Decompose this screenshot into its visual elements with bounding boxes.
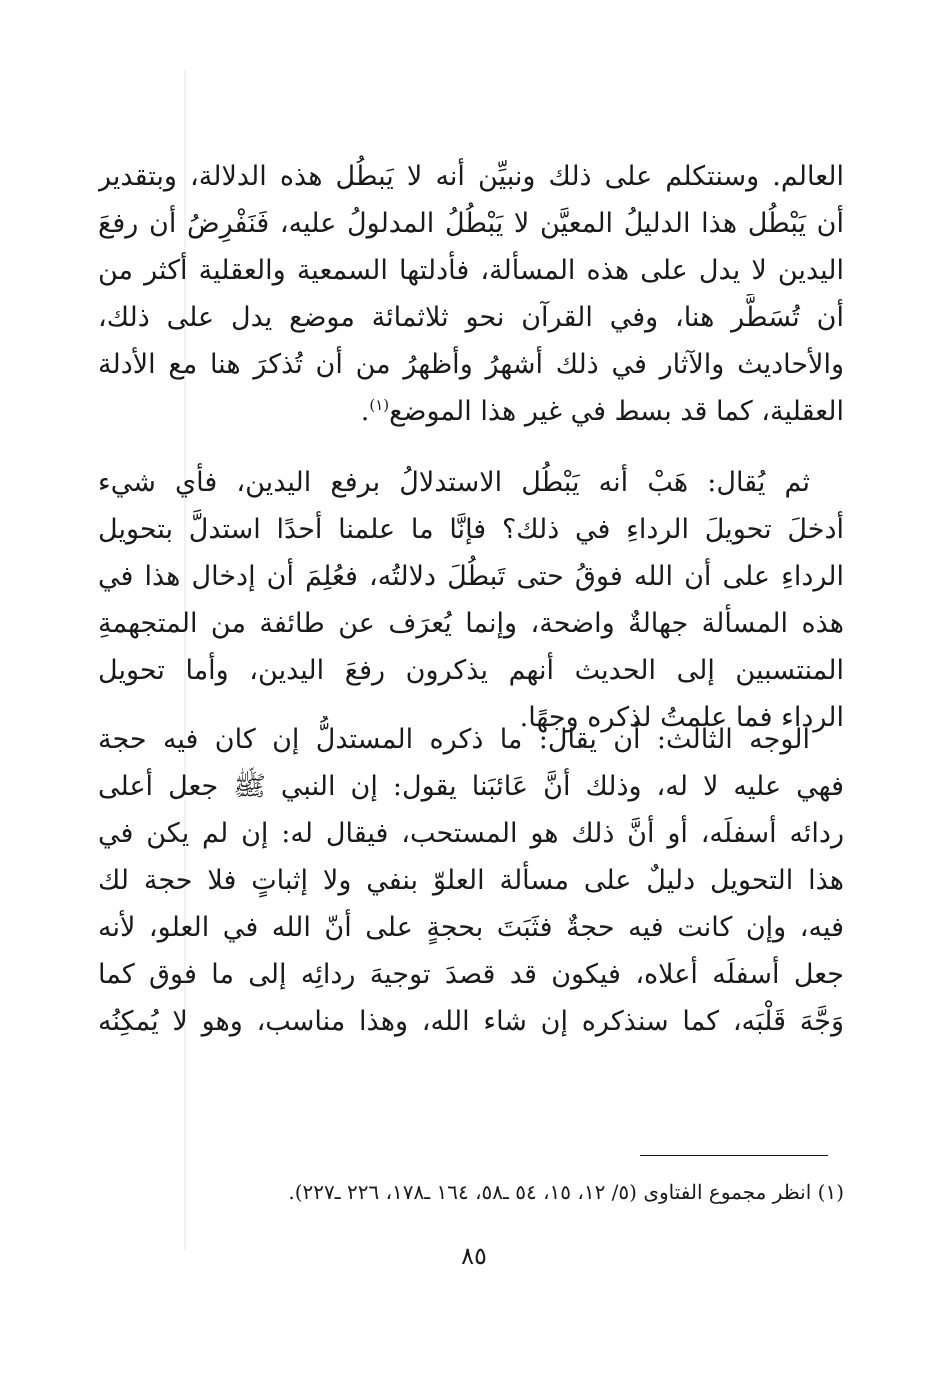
footnote: (١) انظر مجموع الفتاوى (٥/ ١٢، ١٥، ٥٤ ـ٥٨، ١٦٤ ـ١٧٨، ٢٢٦ ـ٢٢٧). <box>288 1180 844 1204</box>
text-line-content: العقلية، كما قد بسط في غير هذا الموضع <box>389 396 844 427</box>
text-line: ردائه أسفلَه، أو أنَّ ذلك هو المستحب، فيقال له: إن لم يكن في <box>98 818 844 849</box>
text-line: جعل أسفلَه أعلاه، فيكون قد قصدَ توجيهَ ردائِه إلى ما فوق كما <box>98 959 844 990</box>
text-line: الوجه الثالث: أن يقال: ما ذكره المستدلُّ إن كان فيه حجة <box>98 724 810 755</box>
text-line: هذه المسألة جهالةٌ واضحة، وإنما يُعرَف عن طائفة من المتجهمةِ <box>98 608 844 639</box>
text-line: فهي عليه لا له، وذلك أنَّ عَائبَنا يقول: إن النبي ﷺ جعل أعلى <box>98 771 844 802</box>
page-number: ٨٥ <box>461 1242 487 1270</box>
text-line-last <box>98 388 844 435</box>
text-line: العالم. وسنتكلم على ذلك ونبيِّن أنه لا يَبطُل هذه الدلالة، وبتقدير <box>98 161 844 192</box>
footnote-reference[interactable]: (١) <box>369 396 390 414</box>
text-line: والأحاديث والآثار في ذلك أشهرُ وأظهرُ من أن تُذكرَ هنا مع الأدلة <box>98 349 844 380</box>
paragraph-3 <box>98 716 844 1045</box>
paragraph-2 <box>98 459 844 741</box>
text-line: اليدين لا يدل على هذه المسألة، فأدلتها السمعية والعقلية أكثر من <box>98 255 844 286</box>
sentence-end: . <box>360 396 370 427</box>
text-line: أدخلَ تحويلَ الرداءِ في ذلك؟ فإنَّا ما علمنا أحدًا استدلَّ بتحويل <box>98 514 844 545</box>
text-line: ثم يُقال: هَبْ أنه يَبْطُل الاستدلالُ برفع اليدين، فأي شيء <box>98 467 810 498</box>
text-line: وَجَّهَ قَلْبَه، كما سنذكره إن شاء الله، وهذا مناسب، وهو لا يُمكِنُه <box>98 1006 844 1037</box>
text-line: هذا التحويل دليلٌ على مسألة العلوّ بنفي ولا إثباتٍ فلا حجة لك <box>98 865 844 896</box>
text-line: فيه، وإن كانت فيه حجةٌ فثَبَتَ بحجةٍ على أنّ الله في العلو، لأنه <box>98 912 844 943</box>
footnote-divider <box>640 1155 828 1156</box>
text-line: الرداءِ على أن الله فوقُ حتى تَبطُلَ دلالتُه، فعُلِمَ أن إدخال هذا في <box>98 561 844 592</box>
text-line-last: الرداء فما علمتُ لذكره وجهًا. <box>519 702 844 733</box>
text-line: المنتسبين إلى الحديث أنهم يذكرون رفعَ اليدين، وأما تحويل <box>98 655 844 686</box>
text-line: أن يَبْطُل هذا الدليلُ المعيَّن لا يَبْطُلُ المدلولُ عليه، فَنَفْرِضُ أن رفعَ <box>98 208 844 239</box>
paragraph-1 <box>98 153 844 435</box>
text-line: أن تُسَطَّر هنا، وفي القرآن نحو ثلاثمائة موضع يدل على ذلك، <box>98 302 844 333</box>
